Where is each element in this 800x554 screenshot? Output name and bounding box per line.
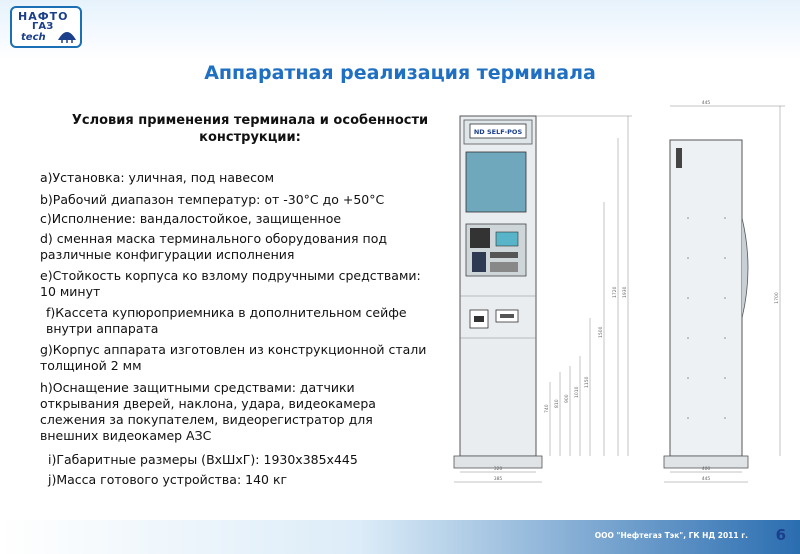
header-band xyxy=(0,0,800,60)
logo-line3: tech xyxy=(21,32,46,43)
list-item: f)Кассета купюроприемника в дополнительном сейфе внутри аппарата xyxy=(46,305,407,336)
dim-side-right: 1700 xyxy=(775,292,780,304)
logo-line1: НАФТО xyxy=(18,10,69,23)
logo-line2: ГАЗ xyxy=(32,21,54,32)
conditions-subtitle: Условия применения терминала и особенности конструкции: xyxy=(71,113,429,145)
logo-drop-icon xyxy=(56,26,78,44)
company-logo xyxy=(10,6,82,48)
list-item: i)Габаритные размеры (ВхШхГ): 1930х385х445 xyxy=(48,452,358,467)
dim-front-bottom-1: 385 xyxy=(493,477,503,482)
dim-front-7: 740 xyxy=(545,404,550,413)
list-item: c)Исполнение: вандалостойкое, защищенное xyxy=(40,211,342,226)
list-item: b)Рабочий диапазон температур: от -30°С до +50°С xyxy=(40,192,385,207)
list-item: j)Масса готового устройства: 140 кг xyxy=(48,472,288,487)
terminal-panel-label: ND SELF-POS xyxy=(473,128,523,136)
terminal-technical-drawing xyxy=(440,98,790,490)
side-view xyxy=(664,140,748,468)
list-item: g)Корпус аппарата изготовлен из конструкционной стали толщиной 2 мм xyxy=(40,342,427,373)
front-dimensions xyxy=(536,116,632,456)
page-number: 6 xyxy=(775,526,786,544)
dim-side-bottom-0: 400 xyxy=(701,467,711,472)
dim-front-1: 1720 xyxy=(613,286,618,298)
dim-front-3: 1150 xyxy=(585,376,590,388)
list-item: h)Оснащение защитными средствами: датчики открывания дверей, наклона, удара, видеокамера слежения за покупателем, видеорегистратор для внешних видеокамер АЗС xyxy=(40,380,376,443)
dim-front-bottom-0: 320 xyxy=(493,467,503,472)
slide-title: Аппаратная реализация терминала xyxy=(204,62,596,84)
front-view xyxy=(454,116,542,468)
dim-front-6: 810 xyxy=(555,399,560,408)
list-item: d) сменная маска терминального оборудования под различные конфигурации исполнения xyxy=(40,231,387,262)
list-item: e)Стойкость корпуса ко взлому подручными средствами: 10 минут xyxy=(40,268,421,299)
dim-front-4: 1010 xyxy=(575,386,580,398)
list-item: a)Установка: уличная, под навесом xyxy=(40,170,275,185)
dim-front-0: 1930 xyxy=(623,286,628,298)
dim-side-bottom-1: 445 xyxy=(701,477,711,482)
dim-front-5: 900 xyxy=(565,394,570,403)
dim-side-top: 445 xyxy=(701,101,711,106)
footer-copyright: ООО "Нефтегаз Тэк", ГК НД 2011 г. xyxy=(594,531,748,540)
dim-front-2: 1500 xyxy=(599,326,604,338)
